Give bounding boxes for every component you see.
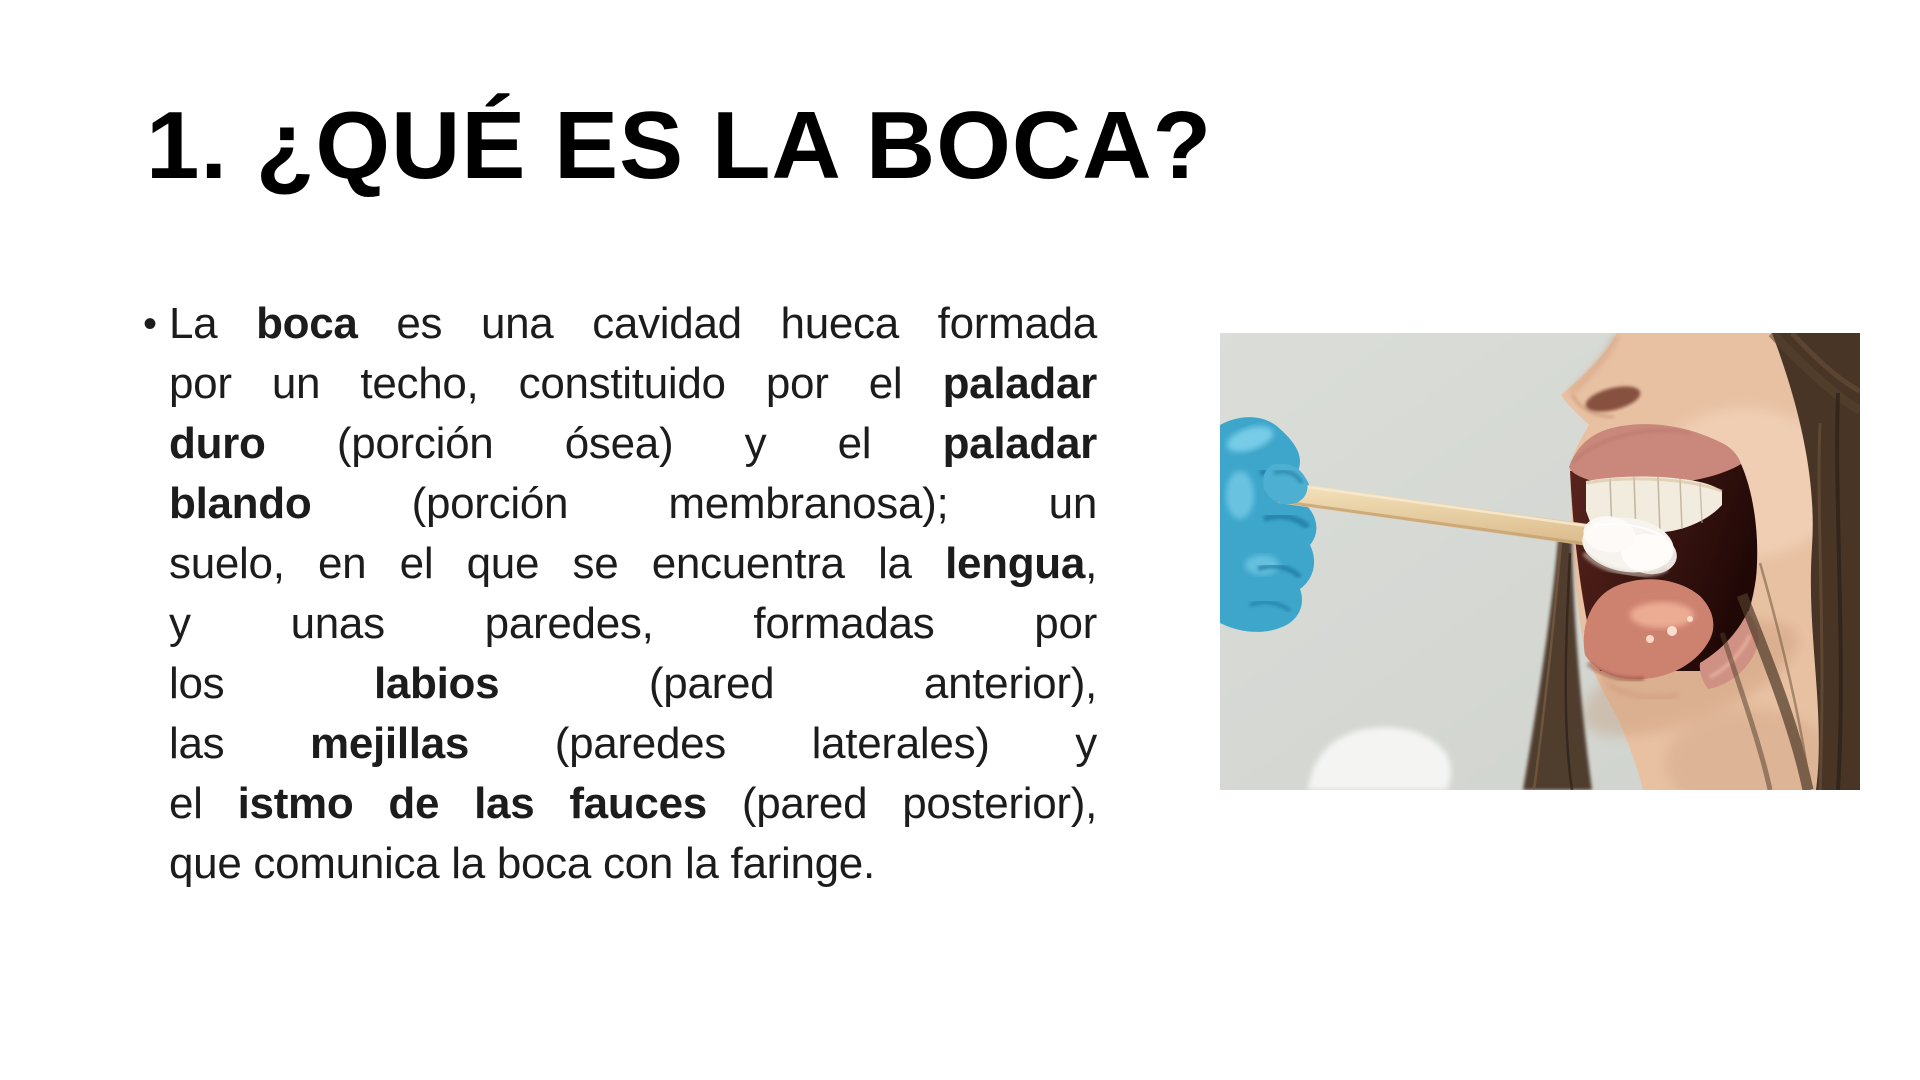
keyword-bold: mejillas — [310, 719, 470, 768]
text-segment: suelo, en el que se encuentra la — [169, 539, 946, 588]
mouth-swab-photo-graphic — [1220, 333, 1860, 790]
text-segment: y unas paredes, formadas por — [169, 599, 1097, 648]
text-segment: (paredes laterales) y — [469, 719, 1097, 768]
keyword-bold: blando — [169, 479, 312, 528]
paragraph-line — [169, 354, 1097, 414]
bullet-marker: • — [143, 302, 157, 346]
text-segment: que comunica la boca con la faringe. — [169, 839, 875, 888]
keyword-bold: istmo de las fauces — [237, 779, 707, 828]
paragraph-line — [169, 414, 1097, 474]
mouth-swab-photo — [1220, 333, 1860, 790]
paragraph-line — [169, 294, 1097, 354]
text-segment: La — [169, 299, 257, 348]
paragraph-line — [169, 534, 1097, 594]
paragraph-line — [169, 834, 1097, 894]
keyword-bold: labios — [373, 659, 500, 708]
paragraph-line — [169, 474, 1097, 534]
keyword-bold: paladar — [942, 419, 1097, 468]
body-text-block — [143, 294, 1097, 894]
bullet-paragraph — [169, 294, 1097, 894]
text-segment: los — [169, 659, 374, 708]
text-segment: (porción ósea) y el — [265, 419, 943, 468]
text-segment: , — [1085, 539, 1097, 588]
text-segment: las — [169, 719, 311, 768]
paragraph-line — [169, 714, 1097, 774]
text-segment: el — [169, 779, 238, 828]
keyword-bold: boca — [256, 299, 358, 348]
paragraph-line — [169, 594, 1097, 654]
slide-title: 1. ¿QUÉ ES LA BOCA? — [146, 92, 1213, 199]
text-segment: (pared anterior), — [499, 659, 1097, 708]
keyword-bold: lengua — [945, 539, 1086, 588]
keyword-bold: paladar — [942, 359, 1097, 408]
paragraph-line — [169, 774, 1097, 834]
text-segment: (pared posterior), — [706, 779, 1097, 828]
paragraph-line — [169, 654, 1097, 714]
text-segment: es una cavidad hueca formada — [357, 299, 1097, 348]
text-segment: (porción membranosa); un — [311, 479, 1097, 528]
text-segment: por un techo, constituido por el — [169, 359, 943, 408]
keyword-bold: duro — [169, 419, 266, 468]
